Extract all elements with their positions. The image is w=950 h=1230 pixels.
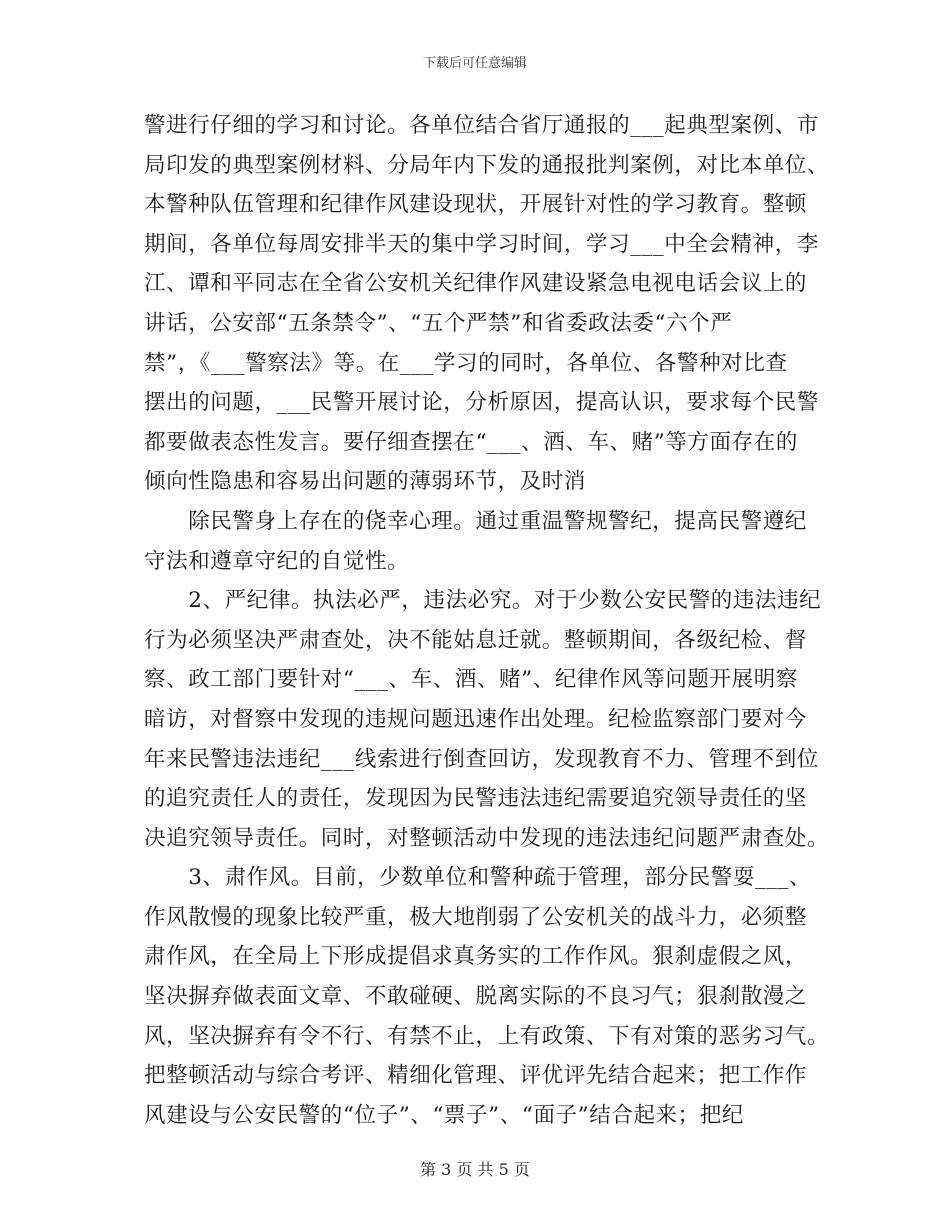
body-line: 作风散慢的现象比较严重，极大地削弱了公安机关的战斗力，必须整 — [144, 904, 808, 930]
body-line: 肃作风，在全局上下形成提倡求真务实的工作作风。狠刹虚假之风， — [144, 944, 808, 970]
body-line: 坚决摒弃做表面文章、不敢碰硬、脱离实际的不良习气；狠刹散漫之 — [144, 984, 808, 1010]
body-line: 年来民警违法违纪___线索进行倒查回访，发现教育不力、管理不到位 — [144, 746, 819, 772]
body-line: 期间，各单位每周安排半天的集中学习时间，学习___中全会精神，李 — [144, 231, 819, 257]
body-line: 决追究领导责任。同时，对整顿活动中发现的违法违纪问题严肃查处。 — [144, 825, 830, 851]
body-line: 察、政工部门要针对“___、车、酒、赌”、纪律作风等问题开展明察 — [144, 667, 798, 693]
body-line: 风，坚决摒弃有令不行、有禁不止，上有政策、下有对策的恶劣习气。 — [144, 1023, 830, 1049]
body-line: 禁”，《___警察法》等。在___学习的同时，各单位、各警种对比查 — [144, 350, 788, 376]
body-line: 的追究责任人的责任，发现因为民警违法违纪需要追究领导责任的坚 — [144, 786, 808, 812]
body-line: 守法和遵章守纪的自觉性。 — [144, 548, 410, 574]
body-line: 讲话，公安部“五条禁令”、“五个严禁”和省委政法委“六个严 — [144, 310, 733, 336]
body-line: 局印发的典型案例材料、分局年内下发的通报批判案例，对比本单位、 — [144, 152, 830, 178]
document-body — [144, 106, 830, 1135]
page-number: 第 3 页 共 5 页 — [420, 1160, 530, 1179]
body-line: 倾向性隐患和容易出问题的薄弱环节，及时消 — [144, 469, 587, 495]
body-line: 把整顿活动与综合考评、精细化管理、评优评先结合起来；把工作作 — [144, 1063, 808, 1089]
body-line: 本警种队伍管理和纪律作风建设现状，开展针对性的学习教育。整顿 — [144, 192, 808, 218]
body-line: 警进行仔细的学习和讨论。各单位结合省厅通报的___起典型案例、市 — [144, 113, 819, 138]
page-header-note: 下载后可任意编辑 — [422, 56, 527, 71]
body-line: 风建设与公安民警的“位子”、“票子”、“面子”结合起来；把纪 — [144, 1102, 744, 1128]
body-line: 摆出的问题，___民警开展讨论，分析原因，提高认识，要求每个民警 — [144, 390, 819, 416]
body-line: 行为必须坚决严肃查处，决不能姑息迁就。整顿期间，各级纪检、督 — [144, 627, 808, 653]
body-line: 江、谭和平同志在全省公安机关纪律作风建设紧急电视电话会议上的 — [144, 271, 808, 297]
body-line: 3、肃作风。目前，少数单位和警种疏于管理，部分民警耍___、 — [144, 865, 812, 891]
body-line: 除民警身上存在的侥幸心理。通过重温警规警纪，提高民警遵纪 — [144, 508, 808, 534]
body-line: 都要做表态性发言。要仔细查摆在“___、酒、车、赌”等方面存在的 — [144, 429, 798, 455]
body-line: 2、严纪律。执法必严，违法必究。对于少数公安民警的违法违纪 — [144, 588, 822, 614]
body-line: 暗访，对督察中发现的违规问题迅速作出处理。纪检监察部门要对今 — [144, 706, 808, 732]
